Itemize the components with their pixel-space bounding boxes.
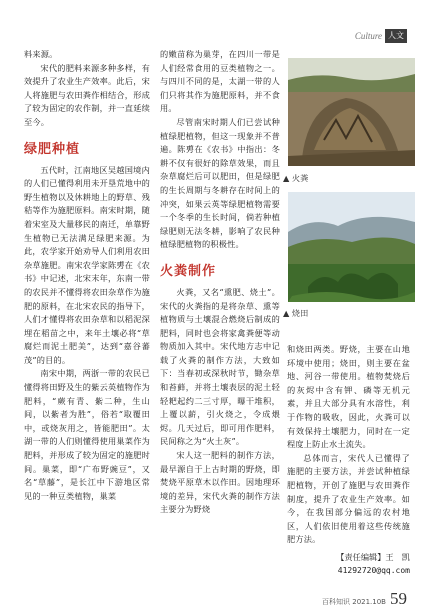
paragraph: 南宋中期，两浙一带的农民已懂得将田野及生的紫云英植物作为肥料，“蕨有青、紫二种，生山间，以紫者为胜”，俗若“取覆田中，或烧灰用之，皆能肥田”。太湖一带的人们则懂得使用巢菜作为肥料，并形成了较为固定的施肥时间。巢菜，即“广布野豌豆”，又名“草藤”，是长江中下游地区常见的一种豆类植物，巢菜 <box>24 368 150 501</box>
page-number: 59 <box>390 589 407 608</box>
magazine-issue: 百科知识 2021.10B <box>322 598 386 606</box>
section-tag-cn: 人文 <box>385 29 407 43</box>
photo-burned-field <box>288 192 415 302</box>
paragraph: 尽管南宋时期人们已尝试种植绿肥植物，但这一现象并不普遍。陈旉在《农书》中指出：冬耕不仅有很好的除草效果，而且杂草腐烂后可以肥田，但是绿肥的生长周期与冬耕存在时间上的冲突，如果云英等绿肥植物需要一个冬季的生长时间，倘若种植绿肥则无法冬耕，影响了农民种植绿肥植物的积极性。 <box>160 116 280 250</box>
section-tag-en: Culture <box>354 31 382 41</box>
text-column-3 <box>287 343 410 577</box>
paragraph: 宋人这一肥料的制作方法，最早源自于上古时期的野烧，即焚烧平原草木以作田。因地理环境的差异，宋代火粪的制作方法主要分为野烧 <box>160 450 280 515</box>
paragraph: 宋代的肥料来源多种多样，有效提升了农业生产效率。此后，宋人将施肥与农田粪作相结合，形成了较为固定的农作制，并一直延续至今。 <box>24 62 150 127</box>
editor-credit: 【责任编辑】王 凯 <box>336 551 410 562</box>
section-title-green-manure: 绿肥种植 <box>24 141 81 157</box>
paragraph: 火粪，又名“熏肥、烧土”。宋代的火粪指的是将杂草、熏等植物质与土壤混合燃烧后制成的肥料，同时也会将家禽粪便等动物质加入其中。宋代地方志中记载了火粪的制作方法，大致如下：当春初或深秋时节，锄杂草和苔藓，并将土壤表层的泥土轻轻耙起约二三寸厚，曝干堆积，上覆以薪，引火烧之，令成煨烬。几天过后，即可用作肥料，民间称之为“火土灰”。 <box>160 286 280 447</box>
paragraph: 总体而言，宋代人已懂得了施肥的主要方法，并尝试种植绿肥植物，开创了施肥与农田粪作制度，提升了农业生产效率。如今，在我国部分偏远的农村地区，人们依旧使用着这些传统施肥方法。 <box>287 452 410 545</box>
caption-burned-field: ▲ 烧田 <box>283 308 309 318</box>
section-tag <box>355 29 407 43</box>
page-footer <box>322 589 407 609</box>
section-title-fire-manure: 火粪制作 <box>160 263 217 279</box>
paragraph: 和烧田两类。野烧，主要在山地环境中使用；烧田，则主要在盆地、河谷一带使用。植物焚烧后的灰烬中含有钾、磷等无机元素，并且大部分具有水溶性，利于作物的吸收，因此，火粪可以有效保持土壤肥力，同时在一定程度上防止水土流失。 <box>287 344 410 450</box>
editor-email: 41292720@qq.com <box>337 565 410 575</box>
paragraph: 五代时，江南地区吴越国境内的人们已懂得利用未开垦荒地中的野生植物以及休耕地上的野草、残秸等作为施肥原料。南宋时期，随着宋室及大量移民的南迁，单靠野生植物已无法满足绿肥来源。为此，农学家开始劝导人们利用农田杂草施肥。南宋农学家陈旉在《农书》中记述，北宋末年，东南一带的农民并不懂得将农田杂草作为施肥的原料，在北宋农民的指导下，人们才懂得将农田杂草和以稻泥深埋在稻苗之中，来年土壤必将“草腐烂而泥土肥美”，达到“嘉谷蕃茂”的目的。 <box>24 164 150 365</box>
caption-fire-manure: ▲ 火粪 <box>283 173 309 183</box>
paragraph: 的嫩苗称为巢芽，在四川一带是人们经常食用的豆类植物之一。与四川不同的是，太湖一带的人们只将其作为施肥原料，并不食用。 <box>160 49 280 114</box>
text-column-1 <box>24 48 150 503</box>
paragraph: 料来源。 <box>24 49 58 59</box>
text-column-2 <box>160 48 280 517</box>
photo-fire-manure <box>288 58 415 166</box>
